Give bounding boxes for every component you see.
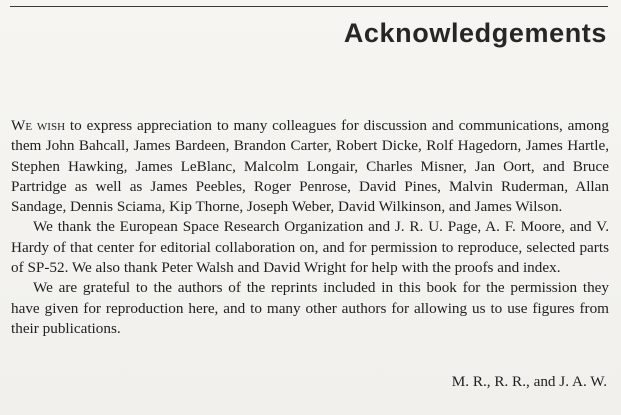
page-title: Acknowledgements [343, 18, 607, 48]
paragraph-colleagues [11, 116, 609, 217]
opening-small-caps: We wish [11, 117, 66, 134]
signature: M. R., R. R., and J. A. W. [451, 373, 607, 390]
paragraph-esro: We thank the European Space Research Organization and J. R. U. Page, A. F. Moore, and V. Hardy of that center for editorial collaboration on, and for permission to reproduce, selected parts of SP-52. We also thank Peter Walsh and David Wright for help with the proofs and index. [11, 218, 609, 277]
paragraph-colleagues-text: to express appreciation to many colleagues for discussion and communications, among them John Bahcall, James Bardeen, Brandon Carter, Robert Dicke, Rolf Hagedorn, James Hartle, Stephen Hawking, James LeBlanc, Malcolm Longair, Charles Misner, Jan Oort, and Bruce Partridge as well as James Peebles, Roger Penrose, David Pines, Malvin Ruderman, Allan Sandage, Dennis Sciama, Kip Thorne, Joseph Weber, David Wilkinson, and James Wilson. [11, 117, 609, 216]
top-rule [10, 6, 608, 7]
paragraph-authors: We are grateful to the authors of the reprints included in this book for the permission they have given for reproduction here, and to many other authors for allowing us to use figures from their publications. [11, 279, 609, 337]
acknowledgements-body [11, 116, 609, 339]
